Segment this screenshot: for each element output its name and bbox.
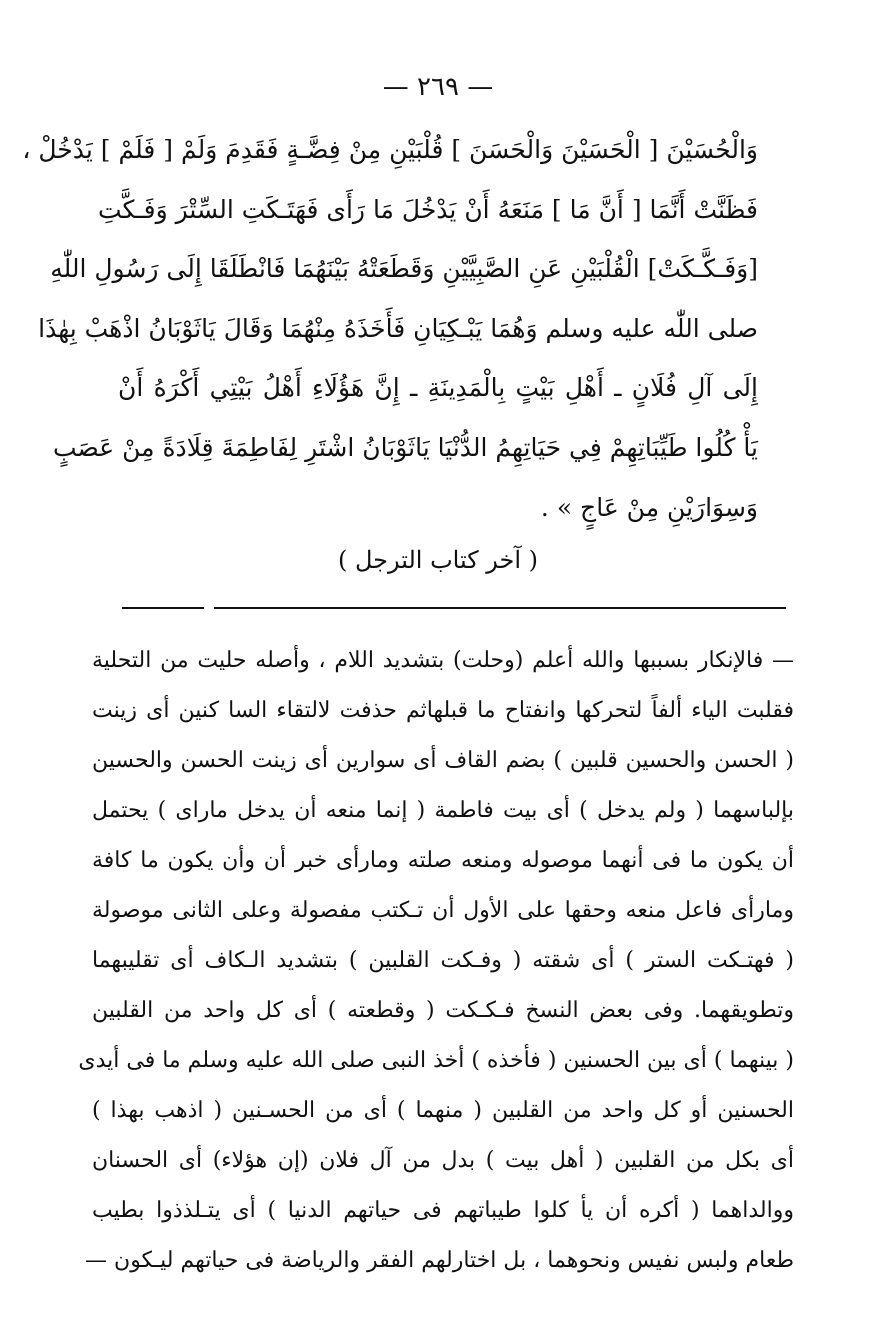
footnote-line: بإلباسهما ( ولم يدخل ) أى بيت فاطمة ( إنما منعه أن يدخل ماراى ) يحتمل xyxy=(92,798,794,823)
main-text-line: إِلَى آلِ فُلَانٍ ـ أَهْلِ بَيْتٍ بِالْمَدِينَةِ ـ إِنَّ هَؤُلَاءِ أَهْلُ بَيْتِي أَكْرَهُ أَنْ xyxy=(118,373,758,403)
main-text-line: يَأْ كُلُوا طَيِّبَاتِهِمْ فِي حَيَاتِهِمُ الدُّنْيَا يَاثَوْبَانُ اشْتَرِ لِفَاطِمَةَ قِلَادَةً مِنْ عَصَبٍ xyxy=(53,432,758,462)
footnote-line: أن يكون ما فى أنهما موصوله ومنعه صلته ومارأى خبر أن وأن يكون ما كافة xyxy=(92,848,794,873)
main-text-line: وَسِوَارَيْنِ مِنْ عَاجٍ » . xyxy=(540,492,758,522)
main-text-line: صلى اللّٰه عليه وسلم وَهُمَا يَبْـكِيَانِ فَأَخَذَهُ مِنْهُمَا وَقَالَ يَاثَوْبَانُ اذْهَبْ بِهٰذَا xyxy=(38,313,758,343)
footnote-line: — فالإنكار بسببها والله أعلم (وحلت) بتشديد اللام ، وأصله حليت من التحلية xyxy=(92,648,794,673)
footnote-line: ( الحسن والحسين قلبين ) بضم القاف أى سوارين أى زينت الحسن والحسين xyxy=(92,748,794,773)
footnote-line: ووالداهما ( أكره أن يأ كلوا طيباتهم فى حياتهم الدنيا ) أى يتـلذذوا بطيب xyxy=(92,1198,794,1223)
footnote-line: ( بينهما ) أى بين الحسنين ( فأخذه ) أخذ النبى صلى الله عليه وسلم ما فى أيدى xyxy=(78,1048,794,1073)
footnote-line: أى بكل من القلبين ( أهل بيت ) بدل من آل فلان (إن هؤلاء) أى الحسنان xyxy=(92,1148,794,1173)
footnote-separator-long xyxy=(214,607,786,609)
footnote-line: فقلبت الياء ألفاً لتحركها وانفتاح ما قبلهاثم حذفت لالتقاء السا كنين أى زينت xyxy=(92,698,794,723)
main-text-line: وَالْحُسَيْنَ [ الْحَسَيْنَ وَالْحَسَنَ ] قُلْبَيْنِ مِنْ فِضَّـةٍ فَقَدِمَ وَلَمْ [ فَلَمْ ] يَدْخُلْ ، xyxy=(22,135,758,164)
footnote-line: وتطويقهما. وفى بعض النسخ فـكـكت ( وقطعته ) أى كل واحد من القلبين xyxy=(92,998,794,1023)
main-text-line: [وَفَـكَّـكَتْ] الْقُلْبَيْنِ عَنِ الصَّبِيَّيْنِ وَقَطَعَتْهُ بَيْنَهُمَا فَانْطَلَقَا إِلَى رَسُولِ اللّٰهِ xyxy=(50,254,758,284)
footnote-line: طعام ولبس نفيس ونحوهما ، بل اختارلهم الفقر والرياضة فى حياتهم ليـكون — xyxy=(85,1248,794,1273)
main-text-line: فَظَنَّتْ أَنَّمَا [ أَنَّ مَا ] مَنَعَهُ أَنْ يَدْخُلَ مَا رَأَى فَهَتَـكَتِ السِّتْرَ وَفَـكَّتِ xyxy=(97,194,758,224)
footnote-line: ( فهتـكت الستر ) أى شقته ( وفـكت القلبين ) بتشديد الـكاف أى تقليبهما xyxy=(92,948,794,973)
footnote-line: ومارأى فاعل منعه وحقها على الأول أن تـكتب مفصولة وعلى الثانى موصولة xyxy=(92,898,794,923)
footnote-separator-short xyxy=(122,607,204,609)
chapter-end-heading: ( آخر كتاب الترجل ) xyxy=(337,546,539,574)
footnotes xyxy=(78,636,794,1286)
page-number: — ٢٦٩ — xyxy=(382,72,494,102)
footnote-line: الحسنين أو كل واحد من القلبين ( منهما ) أى من الحسـنين ( اذهب بهذا ) xyxy=(92,1098,794,1123)
main-text xyxy=(22,120,758,537)
